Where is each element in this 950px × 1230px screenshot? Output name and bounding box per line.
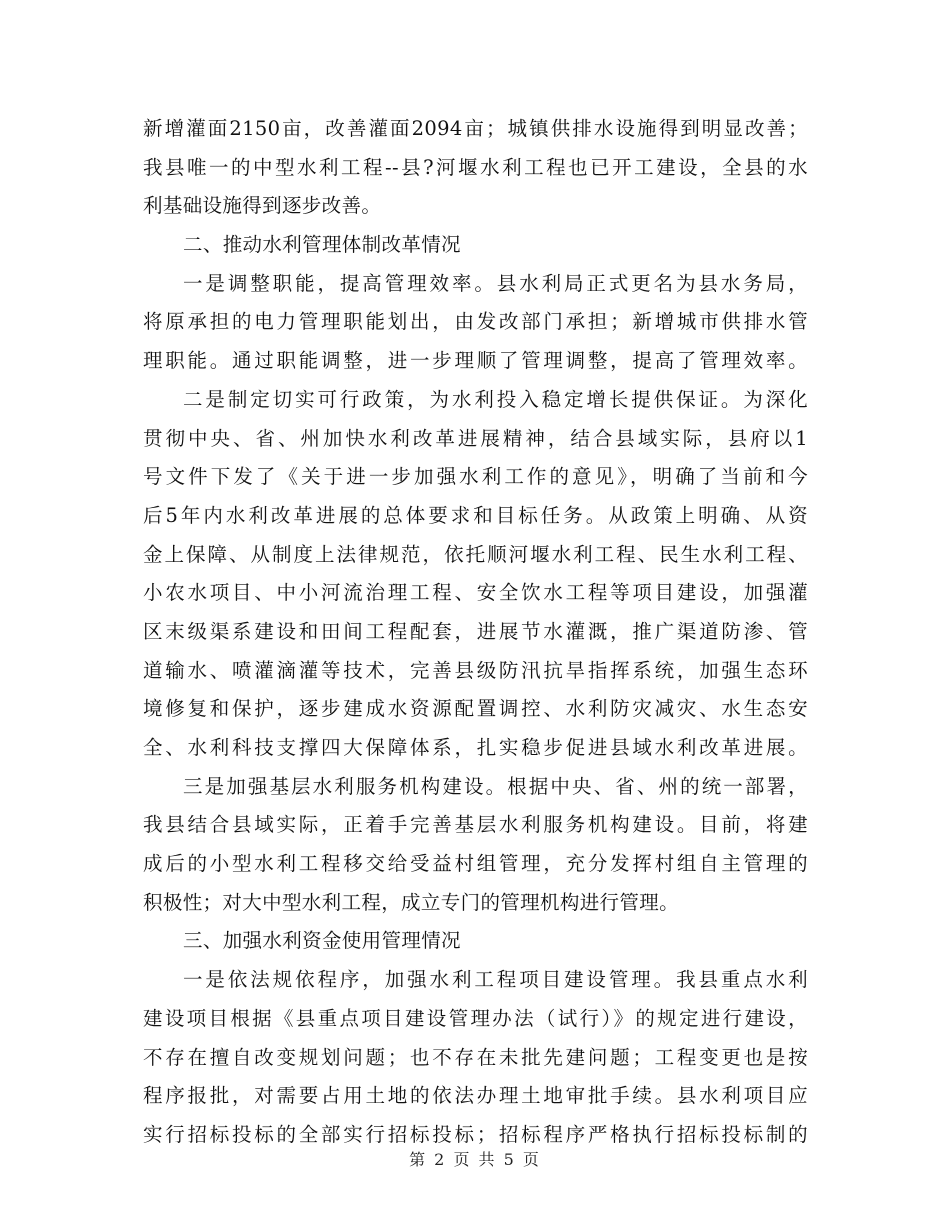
text-line: 区末级渠系建设和田间工程配套，进展节水灌溉，推广渠道防渗、管 [143,619,808,643]
text-line: 将原承担的电力管理职能划出，由发改部门承担；新增城市供排水管 [143,310,808,334]
document-body [143,110,808,1155]
text-line: 理职能。通过职能调整，进一步理顺了管理调整，提高了管理效率。 [143,349,808,373]
text-line: 利基础设施得到逐步改善。 [143,194,382,218]
text-line: 建设项目根据《县重点项目建设管理办法（试行）》的规定进行建设， [143,1006,808,1030]
text-line: 境修复和保护，逐步建成水资源配置调控、水利防灾减灾、水生态安 [143,697,808,721]
text-line: 金上保障、从制度上法律规范，依托顺河堰水利工程、民生水利工程、 [143,542,808,566]
text-line: 成后的小型水利工程移交给受益村组管理，充分发挥村组自主管理的 [143,852,808,876]
text-line: 全、水利科技支撑四大保障体系，扎实稳步促进县域水利改革进展。 [143,736,808,759]
text-line: 我县唯一的中型水利工程--县?河堰水利工程也已开工建设，全县的水 [143,155,808,179]
text-line: 一是调整职能，提高管理效率。县水利局正式更名为县水务局， [183,271,808,295]
text-line: 二是制定切实可行政策，为水利投入稳定增长提供保证。为深化 [183,387,808,411]
text-line: 我县结合县域实际，正着手完善基层水利服务机构建设。目前，将建 [143,813,808,837]
text-line: 积极性；对大中型水利工程，成立专门的管理机构进行管理。 [143,890,679,914]
text-line: 贯彻中央、省、州加快水利改革进展精神，结合县域实际，县府以1 [143,426,808,450]
text-line: 号文件下发了《关于进一步加强水利工作的意见》，明确了当前和今 [143,465,808,489]
text-line: 二、推动水利管理体制改革情况 [183,233,461,257]
text-line: 后5年内水利改革进展的总体要求和目标任务。从政策上明确、从资 [143,503,808,527]
text-line: 道输水、喷灌滴灌等技术，完善县级防汛抗旱指挥系统，加强生态环 [143,658,808,682]
text-line: 新增灌面2150亩，改善灌面2094亩；城镇供排水设施得到明显改善； [143,117,808,140]
text-line: 小农水项目、中小河流治理工程、安全饮水工程等项目建设，加强灌 [143,581,808,605]
text-line: 一是依法规依程序，加强水利工程项目建设管理。我县重点水利 [183,968,808,992]
text-line: 三是加强基层水利服务机构建设。根据中央、省、州的统一部署， [183,774,808,798]
page-number-footer: 第 2 页 共 5 页 [409,1150,541,1169]
text-line: 程序报批，对需要占用土地的依法办理土地审批手续。县水利项目应 [143,1084,808,1108]
text-line: 实行招标投标的全部实行招标投标；招标程序严格执行招标投标制的 [143,1122,808,1146]
text-line: 三、加强水利资金使用管理情况 [183,929,461,953]
text-line: 不存在擅自改变规划问题；也不存在未批先建问题；工程变更也是按 [143,1045,808,1069]
